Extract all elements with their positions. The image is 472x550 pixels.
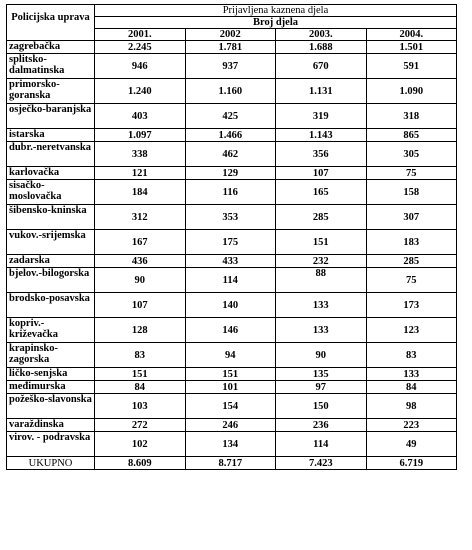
year-header: 2002 — [185, 29, 276, 41]
crime-count-cell: 135 — [276, 368, 367, 381]
table-row — [7, 230, 457, 255]
crime-count-cell: 114 — [276, 432, 367, 457]
police-column-header: Policijska uprava — [7, 5, 95, 41]
table-row — [7, 343, 457, 368]
table-row — [7, 381, 457, 394]
police-unit-name: šibensko-kninska — [7, 205, 95, 230]
table-row — [7, 293, 457, 318]
table-row — [7, 394, 457, 419]
crime-count-cell: 133 — [276, 318, 367, 343]
crime-count-cell: 123 — [366, 318, 457, 343]
crime-count-cell: 946 — [95, 54, 186, 79]
crime-count-cell: 151 — [185, 368, 276, 381]
police-unit-name: osječko-baranjska — [7, 104, 95, 129]
crime-count-cell: 1.097 — [95, 129, 186, 142]
crime-count-cell: 1.160 — [185, 79, 276, 104]
police-unit-name: požeško-slavonska — [7, 394, 95, 419]
crime-count-cell: 285 — [276, 205, 367, 230]
table-row — [7, 129, 457, 142]
year-header: 2003. — [276, 29, 367, 41]
crime-count-cell: 246 — [185, 419, 276, 432]
year-header: 2001. — [95, 29, 186, 41]
crime-count-cell: 305 — [366, 142, 457, 167]
police-unit-name: vukov.-srijemska — [7, 230, 95, 255]
table-body — [7, 41, 457, 470]
total-value-cell: 8.609 — [95, 457, 186, 470]
crime-count-cell: 591 — [366, 54, 457, 79]
crime-count-cell: 436 — [95, 255, 186, 268]
crime-count-cell: 236 — [276, 419, 367, 432]
crime-count-cell: 83 — [366, 343, 457, 368]
police-unit-name: zadarska — [7, 255, 95, 268]
table-row — [7, 167, 457, 180]
police-unit-name: bjelov.-bilogorska — [7, 268, 95, 293]
crime-count-cell: 107 — [276, 167, 367, 180]
table-row — [7, 180, 457, 205]
crime-count-cell: 103 — [95, 394, 186, 419]
crime-count-cell: 128 — [95, 318, 186, 343]
crime-count-cell: 272 — [95, 419, 186, 432]
table-row — [7, 104, 457, 129]
crime-count-cell: 167 — [95, 230, 186, 255]
table-row — [7, 255, 457, 268]
crime-count-cell: 133 — [366, 368, 457, 381]
crime-count-cell: 133 — [276, 293, 367, 318]
main-title: Prijavljena kaznena djela — [95, 5, 457, 17]
police-unit-name: splitsko-dalmatinska — [7, 54, 95, 79]
crime-count-cell: 1.501 — [366, 41, 457, 54]
total-label: UKUPNO — [7, 457, 95, 470]
police-unit-name: zagrebačka — [7, 41, 95, 54]
crime-count-cell: 184 — [95, 180, 186, 205]
year-header: 2004. — [366, 29, 457, 41]
crime-count-cell: 1.781 — [185, 41, 276, 54]
table-row — [7, 318, 457, 343]
crime-count-cell: 151 — [95, 368, 186, 381]
crime-count-cell: 318 — [366, 104, 457, 129]
crime-count-cell: 223 — [366, 419, 457, 432]
crime-count-cell: 102 — [95, 432, 186, 457]
police-unit-name: primorsko-goranska — [7, 79, 95, 104]
crime-count-cell: 1.143 — [276, 129, 367, 142]
crime-count-cell: 154 — [185, 394, 276, 419]
crime-count-cell: 403 — [95, 104, 186, 129]
crime-count-cell: 121 — [95, 167, 186, 180]
crime-count-cell: 285 — [366, 255, 457, 268]
police-unit-name: ličko-senjska — [7, 368, 95, 381]
crime-count-cell: 319 — [276, 104, 367, 129]
crime-count-cell: 165 — [276, 180, 367, 205]
table-row — [7, 419, 457, 432]
table-row — [7, 41, 457, 54]
crime-count-cell: 1.240 — [95, 79, 186, 104]
crime-count-cell: 94 — [185, 343, 276, 368]
crime-count-cell: 183 — [366, 230, 457, 255]
crime-count-cell: 88 — [276, 268, 367, 293]
crime-count-cell: 140 — [185, 293, 276, 318]
total-row — [7, 457, 457, 470]
police-unit-name: međimurska — [7, 381, 95, 394]
crime-count-cell: 107 — [95, 293, 186, 318]
crime-count-cell: 312 — [95, 205, 186, 230]
crime-count-cell: 865 — [366, 129, 457, 142]
police-unit-name: kopriv.-križevačka — [7, 318, 95, 343]
police-unit-name: dubr.-neretvanska — [7, 142, 95, 167]
crime-count-cell: 433 — [185, 255, 276, 268]
police-unit-name: varaždinska — [7, 419, 95, 432]
crime-count-cell: 1.688 — [276, 41, 367, 54]
crime-count-cell: 158 — [366, 180, 457, 205]
crime-count-cell: 98 — [366, 394, 457, 419]
subtitle: Broj djela — [95, 17, 457, 29]
crime-count-cell: 151 — [276, 230, 367, 255]
table-row — [7, 368, 457, 381]
police-unit-name: sisačko-moslovačka — [7, 180, 95, 205]
crime-count-cell: 1.090 — [366, 79, 457, 104]
crime-count-cell: 83 — [95, 343, 186, 368]
crime-table — [6, 4, 457, 470]
table-row — [7, 205, 457, 230]
crime-count-cell: 84 — [366, 381, 457, 394]
police-unit-name: krapinsko-zagorska — [7, 343, 95, 368]
crime-count-cell: 90 — [95, 268, 186, 293]
crime-count-cell: 101 — [185, 381, 276, 394]
crime-count-cell: 462 — [185, 142, 276, 167]
crime-count-cell: 175 — [185, 230, 276, 255]
crime-count-cell: 129 — [185, 167, 276, 180]
crime-count-cell: 134 — [185, 432, 276, 457]
crime-count-cell: 150 — [276, 394, 367, 419]
police-unit-name: karlovačka — [7, 167, 95, 180]
crime-count-cell: 232 — [276, 255, 367, 268]
crime-count-cell: 75 — [366, 268, 457, 293]
table-row — [7, 142, 457, 167]
crime-count-cell: 1.131 — [276, 79, 367, 104]
crime-count-cell: 307 — [366, 205, 457, 230]
table-row — [7, 79, 457, 104]
crime-count-cell: 1.466 — [185, 129, 276, 142]
table-row — [7, 432, 457, 457]
crime-count-cell: 90 — [276, 343, 367, 368]
crime-count-cell: 425 — [185, 104, 276, 129]
crime-count-cell: 338 — [95, 142, 186, 167]
crime-count-cell: 670 — [276, 54, 367, 79]
crime-count-cell: 75 — [366, 167, 457, 180]
crime-count-cell: 353 — [185, 205, 276, 230]
crime-count-cell: 2.245 — [95, 41, 186, 54]
crime-count-cell: 173 — [366, 293, 457, 318]
total-value-cell: 7.423 — [276, 457, 367, 470]
crime-count-cell: 49 — [366, 432, 457, 457]
crime-count-cell: 146 — [185, 318, 276, 343]
crime-count-cell: 937 — [185, 54, 276, 79]
crime-count-cell: 356 — [276, 142, 367, 167]
table-row — [7, 268, 457, 293]
total-value-cell: 8.717 — [185, 457, 276, 470]
police-unit-name: virov. - podravska — [7, 432, 95, 457]
crime-count-cell: 97 — [276, 381, 367, 394]
table-row — [7, 54, 457, 79]
total-value-cell: 6.719 — [366, 457, 457, 470]
crime-count-cell: 84 — [95, 381, 186, 394]
crime-count-cell: 114 — [185, 268, 276, 293]
police-unit-name: brodsko-posavska — [7, 293, 95, 318]
police-unit-name: istarska — [7, 129, 95, 142]
crime-count-cell: 116 — [185, 180, 276, 205]
